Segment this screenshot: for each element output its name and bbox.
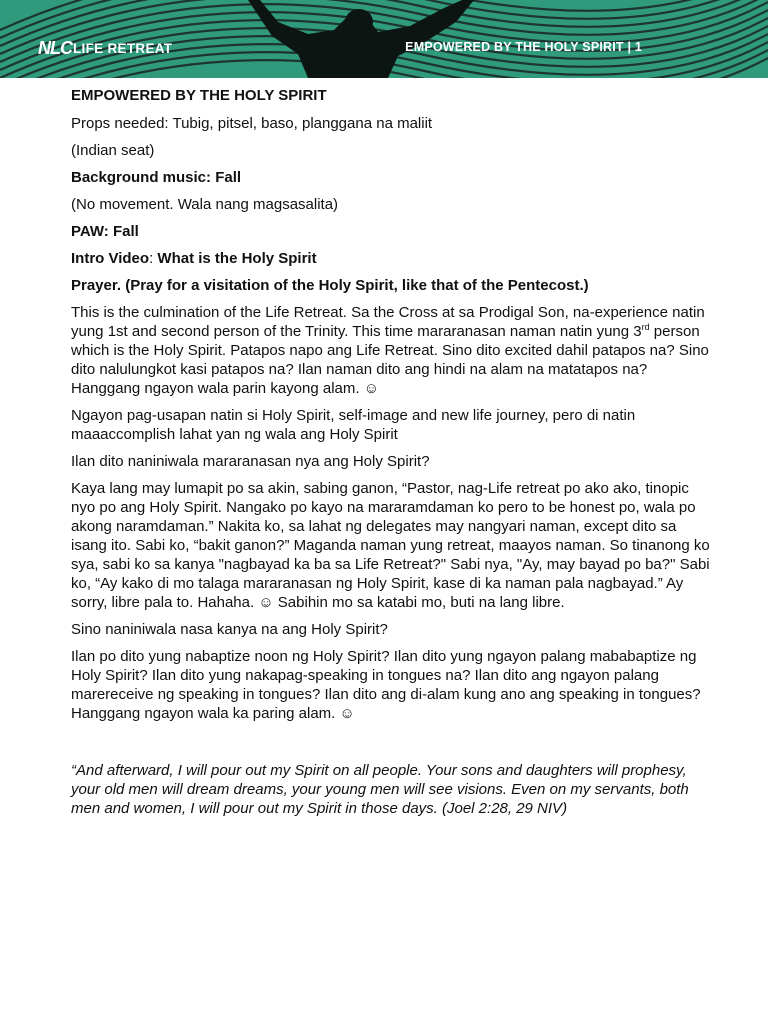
prayer-line: Prayer. (Pray for a visitation of the Holy Spirit, like that of the Pentecost.) xyxy=(71,277,589,294)
paragraph-holy-spirit-topic: Ngayon pag-usapan natin si Holy Spirit, self-image and new life journey, pero di natin maaaccomplish lahat yan ng wala ang Holy Spirit xyxy=(71,407,636,443)
paw-line: PAW: Fall xyxy=(71,223,139,240)
logo-text: LIFE RETREAT xyxy=(73,40,173,56)
paragraph-culmination xyxy=(71,303,711,398)
ordinal-superscript: rd xyxy=(641,322,650,332)
intro-video-title: What is the Holy Spirit xyxy=(157,250,317,267)
intro-video-separator: : xyxy=(149,250,158,267)
paragraph-question-believe: Ilan dito naniniwala mararanasan nya ang Holy Spirit? xyxy=(71,453,430,470)
intro-video-label: Intro Video xyxy=(71,250,150,267)
paragraph-culmination-b: person which is the Holy Spirit. Patapos napo ang Life Retreat. Sino dito excited dahil patapos na? Sino dito nalulungkot kasi patapos na? Ilan naman dito ang hindi na alam na matatapos na? Hanggang ngayon wala parin kayong alam. ☺ xyxy=(71,323,709,397)
scripture-quote: “And afterward, I will pour out my Spirit on all people. Your sons and daughters will prophesy, your old men will dream dreams, your young men will see visions. Even on my servants, both men and women, I will pour out my Spirit in those days. (Joel 2:28, 29 NIV) xyxy=(71,762,689,817)
document-heading: EMPOWERED BY THE HOLY SPIRIT xyxy=(71,87,327,104)
logo-mark: NLC xyxy=(38,37,72,58)
paragraph-story: Kaya lang may lumapit po sa akin, sabing ganon, “Pastor, nag-Life retreat po ako ako, tinopic nyo po ang Holy Spirit. Nangako po kayo na mararamdaman ko pero to be honest po, wala po akong naramdaman.” Nakita ko, sa lahat ng delegates may nangyari naman, except dito sa isang ito. Sabi ko, “bakit ganon?” Maganda naman yung retreat, maayos naman. So tinanong ko sya, sabi ko sa kanya "nagbayad ka ba sa Life Retreat?" Sabi nya, "Ay, may bayad po ba?" Sabi ko, “Ay kako di mo talaga mararanasan ng Holy Spirit, kase di ka naman pala nagbayad.” Ay sorry, libre pala to. Hahaha. ☺ Sabihin mo sa katabi mo, buti na lang libre. xyxy=(71,480,710,611)
paragraph-culmination-a: This is the culmination of the Life Retreat. Sa the Cross at sa Prodigal Son, na-experience natin yung 1st and second person of the Trinity. This time mararanasan naman natin yung 3 xyxy=(71,304,705,340)
nlc-logo xyxy=(38,38,172,58)
header-title: EMPOWERED BY THE HOLY SPIRIT xyxy=(405,40,624,54)
seat-line: (Indian seat) xyxy=(71,142,155,159)
paragraph-question-has-spirit: Sino naniniwala nasa kanya na ang Holy Spirit? xyxy=(71,621,388,638)
props-line: Props needed: Tubig, pitsel, baso, planggana na maliit xyxy=(71,115,433,132)
intro-video-line xyxy=(71,249,711,268)
page-number: | 1 xyxy=(627,40,642,54)
page-header xyxy=(0,0,768,78)
paragraph-baptism-questions: Ilan po dito yung nabaptize noon ng Holy Spirit? Ilan dito yung ngayon palang mababaptize ng Holy Spirit? Ilan dito yung nakapag-speaking in tongues na? Ilan dito ang ngayon palang marereceive ng speaking in tongues? Ilan dito ang di-alam kung ano ang speaking in tongues? Hanggang ngayon wala ka paring alam. ☺ xyxy=(71,648,701,722)
background-music-line: Background music: Fall xyxy=(71,169,242,186)
document-body xyxy=(71,86,711,826)
header-title-group xyxy=(405,40,642,54)
no-movement-line: (No movement. Wala nang magsasalita) xyxy=(71,196,339,213)
raised-arms-silhouette xyxy=(238,0,488,78)
